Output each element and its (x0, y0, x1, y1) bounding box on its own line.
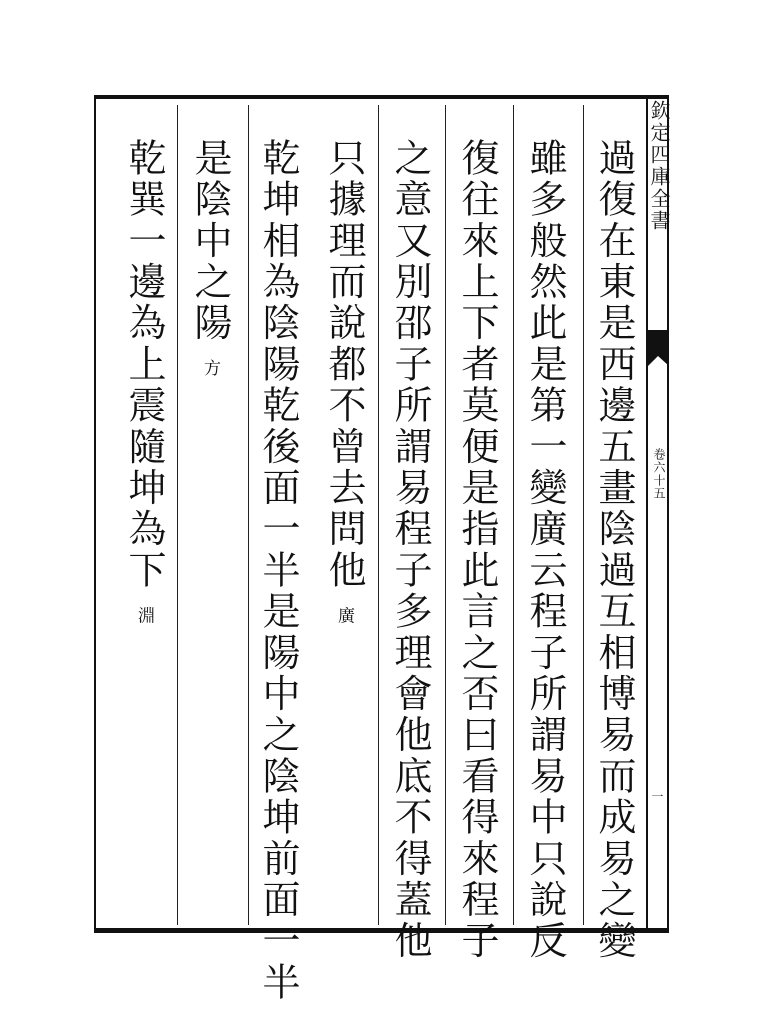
column-text: 復往來上下者莫便是指此言之否曰看得來程子 (455, 138, 499, 962)
column-rule (177, 105, 178, 925)
fish-tail-mark-icon (648, 330, 669, 366)
column-text: 乾巽一邊為上震隨坤為下 (122, 138, 166, 592)
column-rule (248, 105, 249, 925)
page-number: 一 (650, 790, 664, 802)
column-text: 只據理而說都不曾去問他 (322, 138, 366, 592)
text-column (388, 138, 432, 962)
column-rule (513, 105, 514, 925)
column-text: 過復在東是西邊五畫陰過互相博易而成易之變 (592, 138, 636, 962)
column-rule (378, 105, 379, 925)
column-rule (583, 105, 584, 925)
source-note: 廣 (334, 606, 354, 624)
column-rule (445, 105, 446, 925)
text-column (523, 138, 567, 962)
volume-label: 卷六十五 (652, 448, 666, 500)
text-column (188, 138, 232, 376)
column-text: 乾坤相為陰陽乾後面一半是陽中之陰坤前面一半 (256, 138, 300, 1004)
source-note: 方 (200, 359, 220, 377)
source-note: 淵 (134, 606, 154, 624)
text-column (455, 138, 499, 962)
column-text: 雖多般然此是第一變廣云程子所謂易中只說反 (523, 138, 567, 962)
text-column (256, 138, 300, 1003)
text-column (322, 138, 366, 623)
text-column (592, 138, 636, 962)
column-text: 之意又別邵子所謂易程子多理會他底不得蓋他 (388, 138, 432, 962)
book-title: 欽定四庫全書 (647, 100, 671, 232)
column-text: 是陰中之陽 (188, 138, 232, 344)
text-column (122, 138, 166, 623)
